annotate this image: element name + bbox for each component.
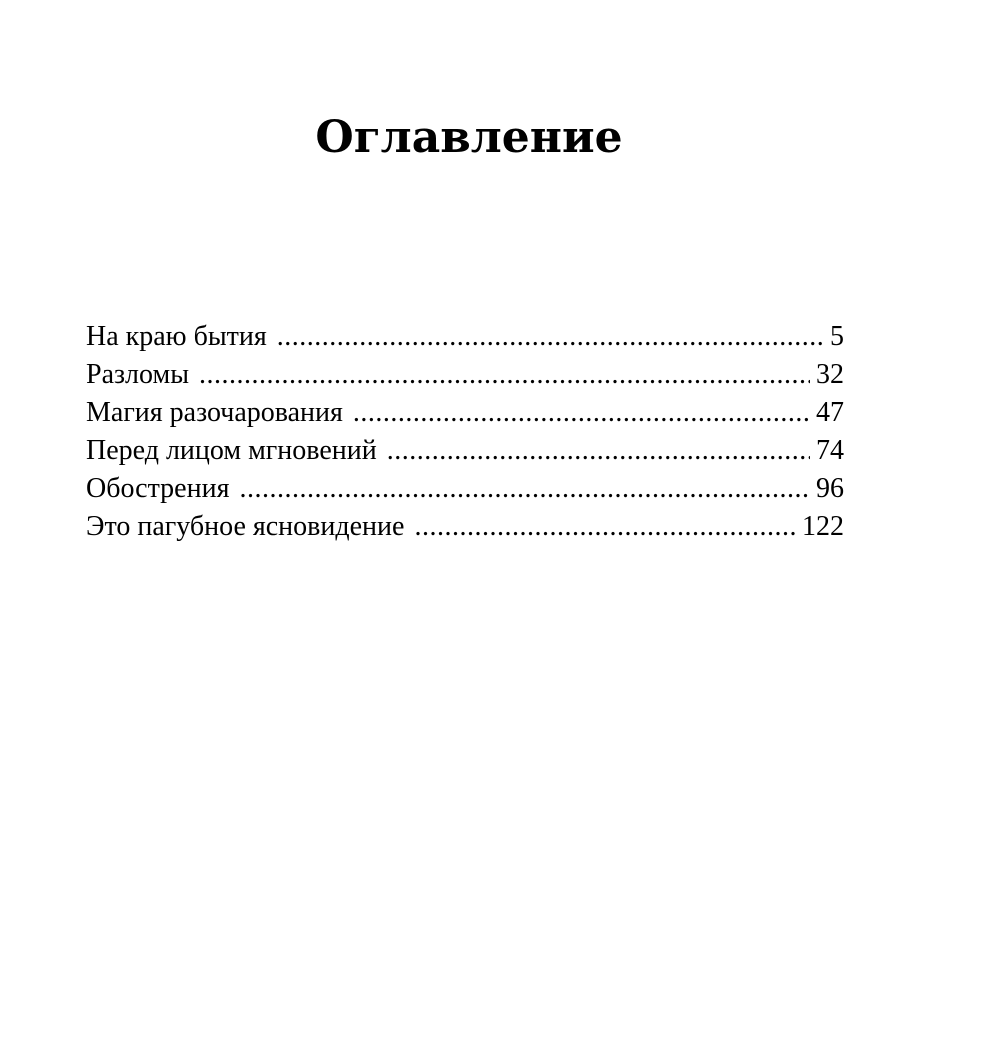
toc-entry-title: Разломы: [86, 359, 190, 390]
toc-leader-dots: [353, 394, 810, 432]
toc-leader-dots: [387, 432, 810, 470]
toc-leader-dots: [277, 318, 824, 356]
table-of-contents: [86, 318, 844, 546]
toc-entry-page: 5: [830, 321, 844, 352]
toc-entry-title: Перед лицом мгновений: [86, 435, 377, 466]
toc-entry-page: 96: [816, 473, 844, 504]
toc-entry: [86, 356, 844, 394]
toc-entry-page: 32: [816, 359, 844, 390]
toc-leader-dots: [239, 470, 810, 508]
toc-entry: [86, 470, 844, 508]
toc-entry-title: Магия разочарования: [86, 397, 343, 428]
toc-leader-dots: [414, 508, 796, 546]
toc-entry: [86, 394, 844, 432]
toc-entry-page: 47: [816, 397, 844, 428]
page-title: Оглавление: [315, 112, 623, 163]
toc-entry-title: Обострения: [86, 473, 230, 504]
toc-entry: [86, 432, 844, 470]
toc-entry: [86, 318, 844, 356]
toc-entry-page: 122: [802, 511, 844, 542]
toc-entry-title: Это пагубное ясновидение: [86, 511, 405, 542]
toc-entry: [86, 508, 844, 546]
toc-leader-dots: [199, 356, 810, 394]
toc-entry-page: 74: [816, 435, 844, 466]
toc-entry-title: На краю бытия: [86, 321, 267, 352]
